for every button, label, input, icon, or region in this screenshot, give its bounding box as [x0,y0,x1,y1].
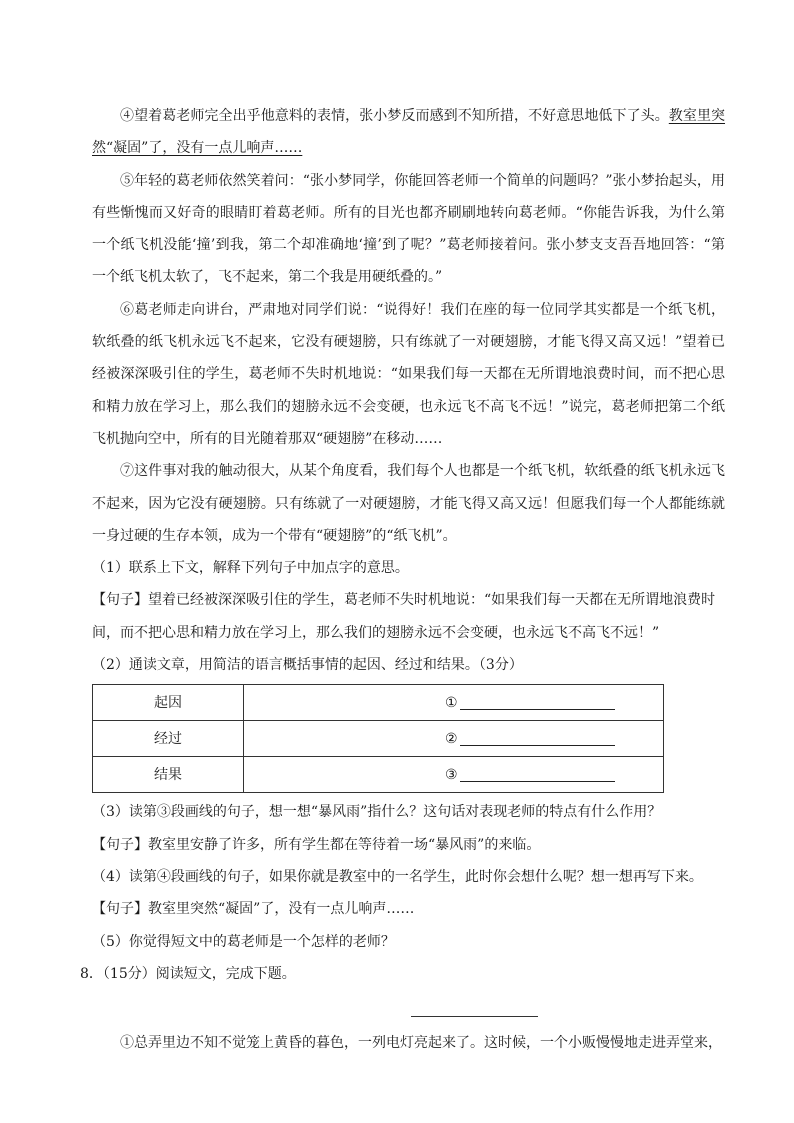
question-4-sentence: 【句子】教室里突然“凝固”了，没有一点儿响声…… [92,901,415,918]
circle-number: ③ [445,766,458,783]
row-label: 起因 [93,685,244,721]
answer-blank[interactable] [460,727,615,746]
paragraph-6: ⑥葛老师走向讲台，严肃地对同学们说：“说得好！我们在座的每一位同学其实都是一个纸飞机，软纸叠的纸飞机永远飞不起来，它没有硬翅膀，只有练就了一对硬翅膀，才能飞得又高又远！”望着已经被深深吸引住的学生，葛老师不失时机地说：“如果我们每一天都在无所谓地浪费时间，而不把心思和精力放在学习上，那么我们的翅膀永远不会变硬，也永远飞不高飞不远！”说完，葛老师把第二个纸飞机抛向空中，所有的目光随着那双“硬翅膀”在移动…… [92,301,725,447]
question-3: （3）读第③段画线的句子，想一想“暴风雨”指什么？这句话对表现老师的特点有什么作用？ [92,804,662,821]
paragraph-5: ⑤年轻的葛老师依然笑着问：“张小梦同学，你能回答老师一个简单的问题吗？”张小梦抬起头，用有些惭愧而又好奇的眼睛盯着葛老师。所有的目光也都齐刷刷地转向葛老师。“你能告诉我，为什么第一个纸飞机没能‘撞’到我，第二个却准确地‘撞’到了呢？”葛老师接着问。张小梦支支吾吾地回答：“第一个纸飞机太软了，飞不起来，第二个我是用硬纸叠的。” [92,172,725,286]
answer-blank[interactable] [460,691,615,710]
story-outline-table [92,684,664,793]
answer-blank[interactable] [460,763,615,782]
question-1: （1）联系上下文，解释下列句子中加点字的意思。 [92,560,409,577]
question-8-paragraph-1: ①总弄里边不知不觉笼上黄昏的暮色，一列电灯亮起来了。这时候，一个小贩慢慢地走进弄堂来， [120,1035,722,1052]
answer-cell[interactable] [244,757,664,793]
table-row [93,757,664,793]
paragraph-4 [92,100,725,165]
title-blank[interactable] [411,998,538,1017]
question-3-sentence: 【句子】教室里安静了许多，所有学生都在等待着一场“暴风雨”的来临。 [92,836,541,853]
row-label: 结果 [93,757,244,793]
answer-cell[interactable] [244,685,664,721]
row-label: 经过 [93,721,244,757]
document-body [80,100,726,1059]
circle-number: ② [445,730,458,747]
question-1-sentence: 【句子】望着已经被深深吸引住的学生，葛老师不失时机地说：“如果我们每一天都在无所谓地浪费时间，而不把心思和精力放在学习上，那么我们的翅膀永远不会变硬，也永远飞不高飞不远！” [92,592,716,641]
circle-number: ① [445,694,458,711]
paragraph-7: ⑦这件事对我的触动很大，从某个角度看，我们每个人也都是一个纸飞机，软纸叠的纸飞机永远飞不起来，因为它没有硬翅膀。只有练就了一对硬翅膀，才能飞得又高又远！但愿我们每一个人都能练就一身过硬的生存本领，成为一个带有“硬翅膀”的“纸飞机”。 [92,463,725,544]
question-4: （4）读第④段画线的句子，如果你就是教室中的一名学生，此时你会想什么呢？想一想再写下来。 [92,868,703,885]
table-row [93,721,664,757]
question-5: （5）你觉得短文中的葛老师是一个怎样的老师？ [92,933,395,950]
paragraph-4-text: ④望着葛老师完全出乎他意料的表情，张小梦反而感到不知所措，不好意思地低下了头。 [120,108,669,124]
underlined-sentence: 教室里突然“凝固”了，没有一点儿响声…… [92,108,726,157]
question-8-header: 8．（15分）阅读短文，完成下题。 [80,965,296,982]
answer-cell[interactable] [244,721,664,757]
question-2: （2）通读文章，用简洁的语言概括事情的起因、经过和结果。（3分） [92,657,523,674]
table-row [93,685,664,721]
